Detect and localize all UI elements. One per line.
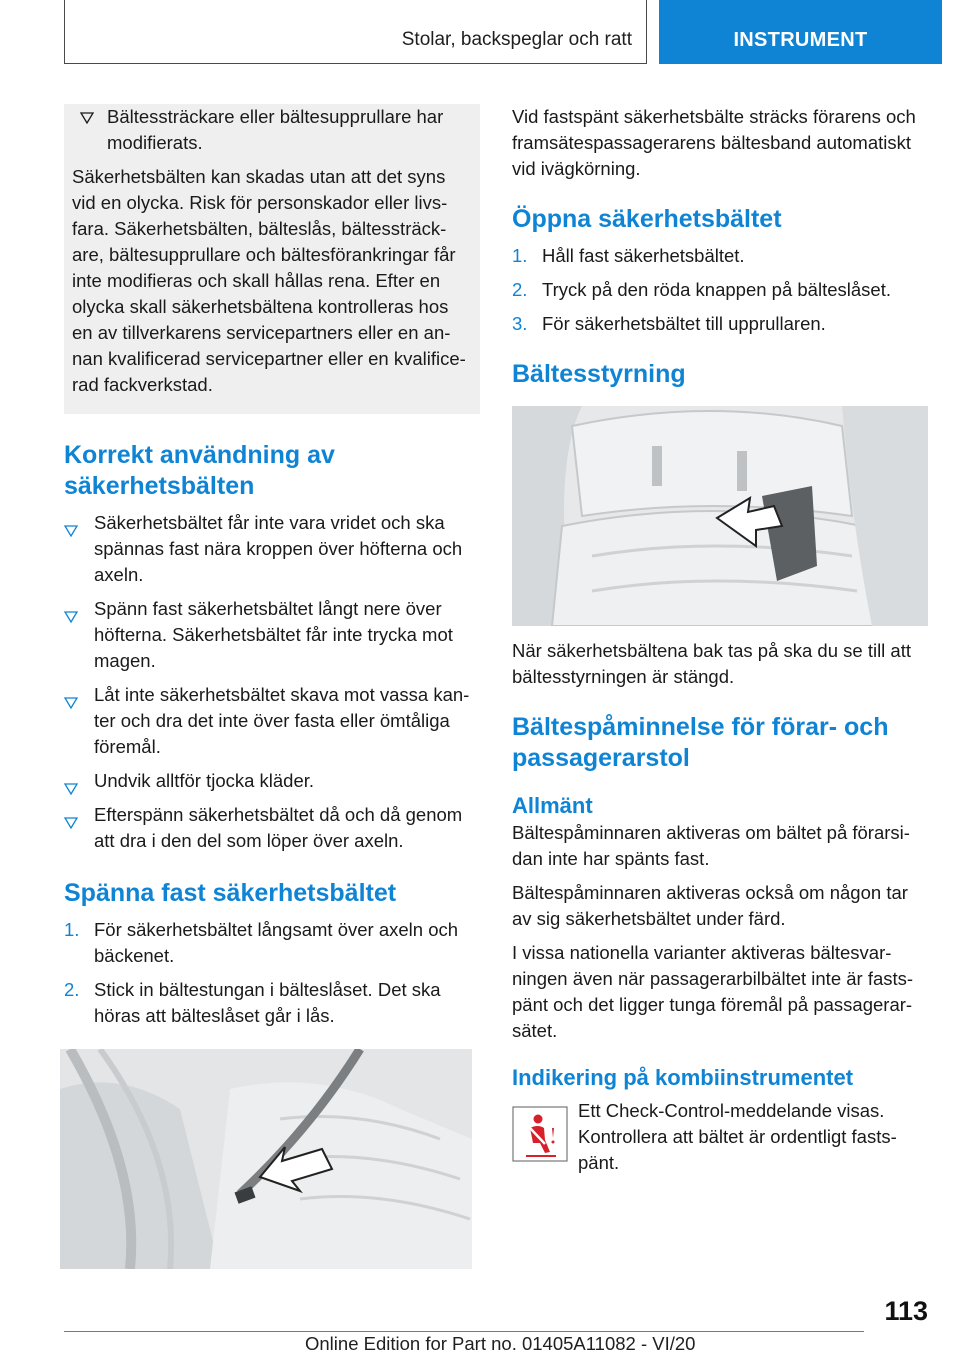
edition-text: Online Edition for Part no. 01405A11082 - VI/20 [305, 1333, 696, 1354]
general-paragraph: I vissa nationella varianter aktiveras bältesvar-ningen även när passagerarbilbältet inte är fasts-pänt och det ligger tunga föremål på passagerar-sätet. [512, 942, 914, 1041]
step-number: 2. [64, 979, 80, 1000]
seat-belt-buckle-illustration [60, 1049, 472, 1269]
heading-correct-use: Korrekt användning av säkerhetsbälten [64, 441, 335, 500]
triangle-bullet-icon [64, 525, 78, 537]
header-section-box [64, 0, 647, 64]
list-item [64, 682, 480, 760]
figure-fasten-belt [60, 1049, 472, 1269]
step-number: 1. [64, 919, 80, 940]
warning-bullet-item [72, 104, 472, 156]
page-number: 113 [884, 1296, 928, 1326]
step-text: För säkerhetsbältet till upprullaren. [542, 313, 826, 334]
triangle-bullet-icon [64, 817, 78, 829]
belt-guide-illustration [512, 406, 928, 626]
heading-belt-reminder: Bältespåminnelse för förar- och passagerarstol [512, 713, 889, 772]
list-item-text: Säkerhetsbältet får inte vara vridet och ska spännas fast nära kroppen över höfterna och axeln. [94, 512, 463, 585]
heading-indicator: Indikering på kombiinstrumentet [512, 1065, 854, 1090]
list-item [64, 510, 480, 588]
page-header [64, 0, 942, 64]
step-number: 1. [512, 245, 528, 266]
header-chapter-tab[interactable] [659, 0, 942, 64]
step-item [64, 917, 480, 969]
list-item-text: Undvik alltför tjocka kläder. [94, 770, 315, 791]
header-chapter-label: INSTRUMENT [733, 29, 868, 51]
figure-belt-guide [512, 406, 928, 626]
step-text: Håll fast säkerhetsbältet. [542, 245, 745, 266]
list-item-text: Efterspänn säkerhetsbältet då och då genom att dra i den del som löper över axeln. [94, 804, 463, 851]
step-item [64, 977, 480, 1029]
heading-general: Allmänt [512, 793, 593, 818]
seatbelt-warning-icon [512, 1106, 568, 1162]
intro-text: Vid fastspänt säkerhetsbälte sträcks förarens och framsätespassagerarens bältesband automatiskt vid ivägkörning. [512, 106, 916, 179]
step-text: För säkerhetsbältet långsamt över axeln och bäckenet. [94, 919, 459, 966]
triangle-bullet-icon [64, 783, 78, 795]
step-number: 3. [512, 313, 528, 334]
indicator-block [512, 1098, 928, 1176]
belt-guide-text: När säkerhetsbältena bak tas på ska du se till att bältesstyrningen är stängd. [512, 640, 911, 687]
triangle-bullet-icon [64, 611, 78, 623]
heading-open-belt: Öppna säkerhetsbältet [512, 205, 782, 233]
fasten-steps-list [64, 917, 480, 1029]
footer-divider [64, 1331, 864, 1332]
step-item [512, 311, 928, 337]
triangle-bullet-icon [80, 112, 94, 124]
list-item [64, 768, 480, 794]
step-text: Stick in bältestungan i bälteslåset. Det ska höras att bälteslåset går i lås. [94, 979, 441, 1026]
open-steps-list [512, 243, 928, 337]
list-item [64, 596, 480, 674]
header-section-title: Stolar, backspeglar och ratt [401, 29, 632, 50]
warning-text: Säkerhetsbälten kan skadas utan att det syns vid en olycka. Risk för personskador eller livs-fara. Säkerhetsbälten, bälteslås, bältessträck-are, bältesupprullare och bältesförankringar får inte modifieras och skall hållas rena. Efter en olycka skall säkerhetsbältena kontrolleras hos en av tillverkarens servicepartners eller en an-nan kvalificerad servicepartner eller en kvalifice-rad fackverkstad. [72, 166, 466, 395]
general-paragraph: Bältespåminnaren aktiveras också om någon tar av sig säkerhetsbältet under färd. [512, 882, 908, 929]
warning-bullet-text: Bältessträckare eller bältesupprullare har modifierats. [107, 106, 444, 153]
list-item [64, 802, 480, 854]
general-paragraph: Bältespåminnaren aktiveras om bältet på förarsi-dan inte har spänts fast. [512, 822, 910, 869]
step-item [512, 277, 928, 303]
list-item-text: Låt inte säkerhetsbältet skava mot vassa kan-ter och dra det inte över fasta eller ömtåliga föremål. [94, 684, 470, 757]
left-column [64, 104, 480, 1269]
triangle-bullet-icon [64, 697, 78, 709]
warning-box [64, 104, 480, 414]
step-text: Tryck på den röda knappen på bälteslåset. [542, 279, 891, 300]
right-column [512, 104, 928, 1176]
heading-fasten-belt: Spänna fast säkerhetsbältet [64, 879, 397, 907]
step-number: 2. [512, 279, 528, 300]
indicator-text: Ett Check-Control-meddelande visas. Kontrollera att bältet är ordentligt fasts-pänt. [578, 1100, 897, 1173]
list-item-text: Spänn fast säkerhetsbältet långt nere över höfterna. Säkerhetsbältet får inte trycka mot magen. [94, 598, 453, 671]
heading-belt-guide: Bältesstyrning [512, 360, 686, 388]
correct-use-list [64, 510, 480, 854]
step-item [512, 243, 928, 269]
